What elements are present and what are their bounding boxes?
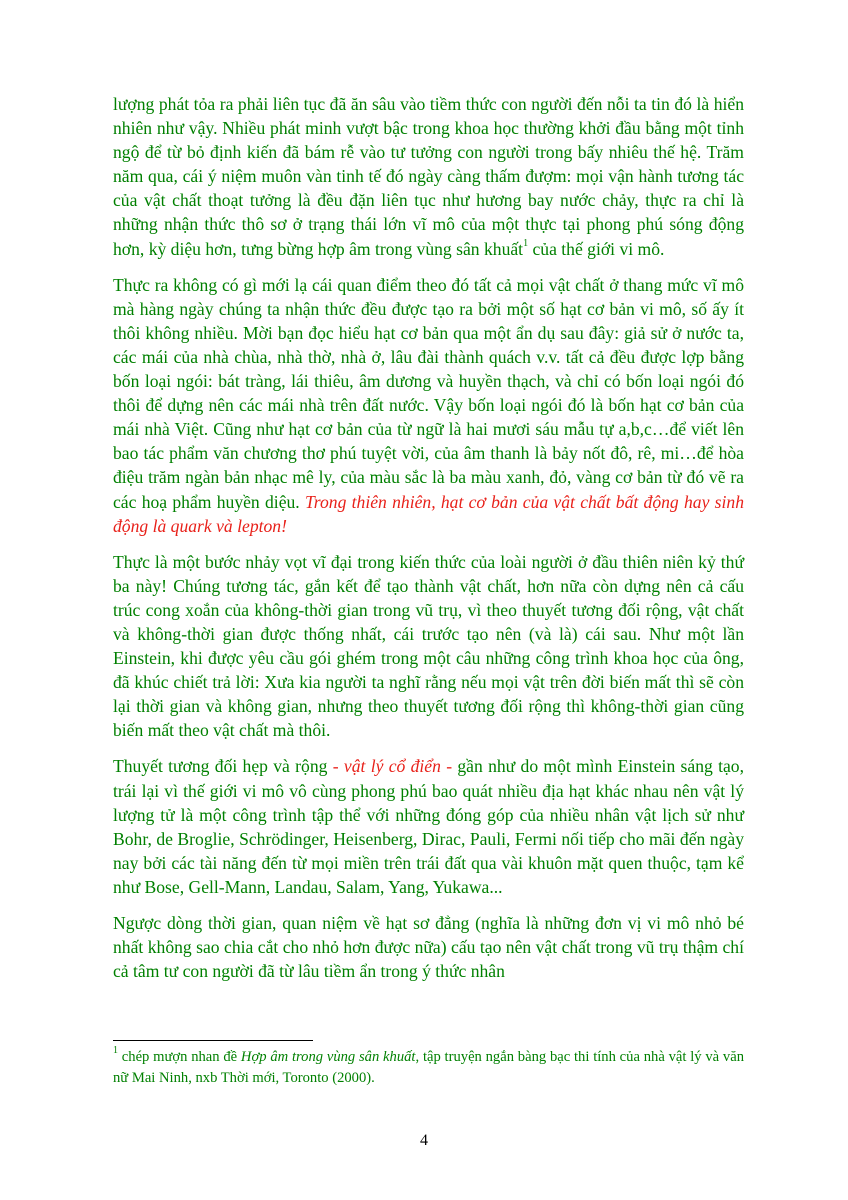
paragraph-1: lượng phát tỏa ra phải liên tục đã ăn sâu vào tiềm thức con người đến nỗi ta tin đó là hiển nhiên như vậy. Nhiều phát minh vượt bậc trong khoa học thường khởi đầu bằng một tỉnh ngộ để từ bỏ định kiến đã bám rễ vào tư tưởng con người trong bấy nhiêu thế hệ. Trăm năm qua, cái ý niệm muôn vàn tinh tế đó ngày càng thấm đượm: mọi vận hành tương tác của vật chất thoạt tưởng là đều đặn liên tục như hương bay nước chảy, thực ra chỉ là những nhận thức thô sơ ở trạng thái lớn vĩ mô của một thực tại phong phú sóng động hơn, kỳ diệu hơn, tưng bừng hợp âm trong vùng sân khuất$^1$ của thế giới vi mô. [113,94,744,259]
footnote-separator [113,1040,313,1041]
page-number: 4 [420,1132,428,1149]
body-text [113,92,744,995]
paragraph-4: Thuyết tương đối hẹp và rộng - vật lý cổ điển - gần như do một mình Einstein sáng tạo, trái lại vì thế giới vi mô vô cùng phong phú bao quát nhiều địa hạt khác nhau nên vật lý lượng tử là một công trình tập thể với những đóng góp của nhiều nhân vật lịch sử như Bohr, de Broglie, Schrödinger, Heisenberg, Dirac, Pauli, Fermi nối tiếp cho mãi đến ngày nay bởi các tài năng đến từ mọi miền trên trái đất qua vài khuôn mặt quen thuộc, tạm kể như Bose, Gell-Mann, Landau, Salam, Yang, Yukawa... [113,756,744,897]
footnote-marker: 1 [113,1045,118,1057]
paragraph-2: Thực ra không có gì mới lạ cái quan điểm theo đó tất cả mọi vật chất ở thang mức vĩ mô mà hàng ngày chúng ta nhận thức đều được tạo ra bởi một số hạt cơ bản vi mô, số ấy ít thôi không nhiều. Mời bạn đọc hiểu hạt cơ bản qua một ẩn dụ sau đây: giả sử ở nước ta, các mái của nhà chùa, nhà thờ, nhà ở, lâu đài thành quách v.v. tất cả đều được lợp bằng bốn loại ngói: bát tràng, lái thiêu, âm dương và huyền thạch, và chỉ có bốn loại ngói đó thôi để dựng nên các mái nhà trên đất nước. Vậy bốn loại ngói đó là bốn hạt cơ bản của mái nhà Việt. Cũng như hạt cơ bản của từ ngữ là hai mươi sáu mẫu tự a,b,c…để viết lên bao tác phẩm văn chương thơ phú tuyệt vời, của âm thanh là bảy nốt đô, rê, mi…để hòa điệu trăm ngàn bản nhạc mê ly, của màu sắc là ba màu xanh, đỏ, vàng cơ bản từ đó vẽ ra các hoạ phẩm huyền diệu. Trong thiên nhiên, hạt cơ bản của vật chất bất động hay sinh động là quark và lepton! [113,274,744,536]
footnote-ref[interactable]: 1 [523,237,529,249]
paragraph-5: Ngược dòng thời gian, quan niệm về hạt sơ đẳng (nghĩa là những đơn vị vi mô nhỏ bé nhất không sao chia cắt cho nhỏ hơn được nữa) cấu tạo nên vật chất trong vũ trụ thậm chí cả tâm tư con người đã từ lâu tiềm ẩn trong ý thức nhân [113,913,744,982]
paragraph-3: Thực là một bước nhảy vọt vĩ đại trong kiến thức của loài người ở đầu thiên niên kỷ thứ ba này! Chúng tương tác, gắn kết để tạo thành vật chất, hơn nữa còn dựng nên cả cấu trúc cong xoắn của không-thời gian trong vũ trụ, vì theo thuyết tương đối rộng, vật chất và không-thời gian được thống nhất, cái trước tạo nên (và là) cái sau. Như một lần Einstein, khi được yêu cầu gói ghém trong một câu những công trình khoa học của ông, đã khúc chiết trả lời: Xưa kia người ta nghĩ rằng nếu mọi vật trên đời biến mất thì sẽ còn lại thời gian và không gian, nhưng theo thuyết tương đối rộng thì không-thời gian cũng biến mất theo vật chất mà thôi. [113,551,744,741]
emphasis-text: - vật lý cổ điển - [332,756,453,777]
footnote-book-title: Hợp âm trong vùng sân khuất [240,1049,416,1065]
emphasis-text: Trong thiên nhiên, hạt cơ bản của vật chất bất động hay sinh động là quark và lepton! [113,491,744,536]
footnote: $^1$ chép mượn nhan đề Hợp âm trong vùng sân khuất, tập truyện ngắn bàng bạc thi tính của nhà vật lý và văn nữ Mai Ninh, nxb Thời mới, Toronto (2000). [113,1045,744,1086]
